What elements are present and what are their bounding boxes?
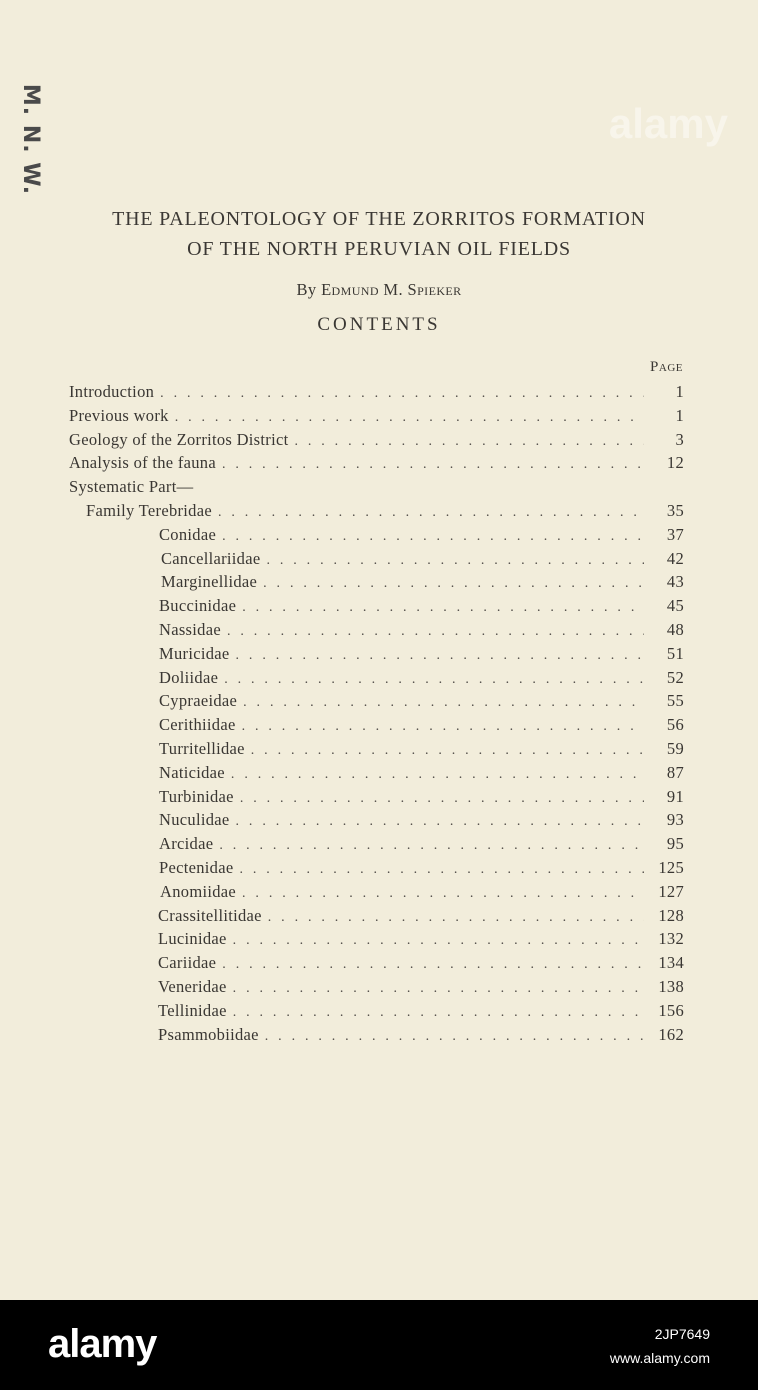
toc-entry-page: 138 <box>658 977 684 996</box>
toc-entry <box>159 666 684 690</box>
leader-dots <box>233 929 644 953</box>
leader-dots <box>242 715 644 739</box>
author-prefix: By <box>296 280 317 299</box>
toc-entry-label: Geology of the Zorritos District <box>69 430 289 449</box>
toc-entry <box>158 904 684 928</box>
contents-heading: CONTENTS <box>317 314 441 335</box>
stock-footer <box>0 1300 758 1390</box>
leader-dots <box>222 525 644 549</box>
toc-entry-label: Previous work <box>69 406 169 425</box>
toc-entry-label: Muricidae <box>159 644 230 663</box>
toc-entry-page: 12 <box>666 453 684 472</box>
toc-entry <box>86 499 684 523</box>
toc-entry <box>159 785 684 809</box>
leader-dots <box>251 739 644 763</box>
toc-entry-page: 3 <box>675 430 684 449</box>
toc-entry-label: Lucinidae <box>158 929 227 948</box>
leader-dots <box>236 644 644 668</box>
title-line-2: OF THE NORTH PERUVIAN OIL FIELDS <box>187 238 571 260</box>
toc-entry <box>158 927 684 951</box>
toc-entry-label: Veneridae <box>158 977 227 996</box>
leader-dots <box>227 620 644 644</box>
toc-entry-label: Family Terebridae <box>86 501 212 520</box>
toc-entry <box>158 951 684 975</box>
toc-entry-label: Cerithiidae <box>159 715 236 734</box>
toc-entry <box>159 808 684 832</box>
toc-entry <box>159 856 684 880</box>
image-code: 2JP7649 <box>654 1326 710 1342</box>
toc-entry-page: 48 <box>666 620 684 639</box>
toc-entry-page: 93 <box>666 810 684 829</box>
leader-dots <box>236 810 644 834</box>
author-name: Edmund M. Spieker <box>321 280 462 299</box>
toc-entry <box>161 570 684 594</box>
toc-entry-page: 55 <box>666 691 684 710</box>
toc-entry-page: 56 <box>666 715 684 734</box>
toc-entry-label: Cancellariidae <box>161 549 261 568</box>
toc-entry-page: 42 <box>666 549 684 568</box>
toc-entry-label: Cariidae <box>158 953 217 972</box>
toc-entry <box>69 404 684 428</box>
toc-entry-page: 128 <box>658 906 684 925</box>
toc-entry-label: Arcidae <box>159 834 214 853</box>
leader-dots <box>222 953 644 977</box>
toc-entry <box>158 1023 684 1047</box>
toc-entry-page: 35 <box>666 501 684 520</box>
toc-entry-page: 51 <box>666 644 684 663</box>
alamy-logo: alamy <box>48 1322 157 1366</box>
toc-entry-page: 125 <box>658 858 684 877</box>
footer-info <box>610 1322 710 1370</box>
toc-entry-label: Tellinidae <box>158 1001 227 1020</box>
toc-entry-page: 59 <box>666 739 684 758</box>
toc-entry-label: Turbinidae <box>159 787 234 806</box>
toc-entry <box>159 761 684 785</box>
toc-entry-page: 87 <box>666 763 684 782</box>
toc-entry-label: Nuculidae <box>159 810 230 829</box>
page-column-label: Page <box>650 359 683 375</box>
toc-entry-page: 43 <box>666 572 684 591</box>
leader-dots <box>231 763 644 787</box>
toc-entry-label: Cypraeidae <box>159 691 238 710</box>
toc-entry <box>158 999 684 1023</box>
toc-entry <box>159 618 684 642</box>
toc-entry-label: Analysis of the fauna <box>69 453 216 472</box>
leader-dots <box>222 453 644 477</box>
toc-entry-label: Pectenidae <box>159 858 234 877</box>
toc-entry-label: Nassidae <box>159 620 221 639</box>
leader-dots <box>219 834 644 858</box>
leader-dots <box>243 691 644 715</box>
toc-entry-page: 132 <box>658 929 684 948</box>
toc-entry <box>69 380 684 404</box>
title-line-1: THE PALEONTOLOGY OF THE ZORRITOS FORMATION <box>112 208 646 230</box>
toc-entry <box>69 451 684 475</box>
toc-entry <box>159 713 684 737</box>
watermark: alamy <box>608 100 728 147</box>
leader-dots <box>263 572 644 596</box>
author-line <box>0 280 758 300</box>
toc-entry-label: Anomiidae <box>160 882 237 901</box>
leader-dots <box>175 406 644 430</box>
toc-entry-page: 1 <box>675 406 684 425</box>
site-url[interactable]: www.alamy.com <box>609 1350 710 1366</box>
leader-dots <box>265 1025 644 1049</box>
toc-entry-label: Turritellidae <box>159 739 245 758</box>
toc-entry-page: 91 <box>666 787 684 806</box>
leader-dots <box>233 977 644 1001</box>
toc-entry-page: 95 <box>666 834 684 853</box>
toc-entry-page: 45 <box>666 596 684 615</box>
toc-entry-label: Doliidae <box>159 668 219 687</box>
leader-dots <box>160 382 644 406</box>
toc-entry <box>161 547 684 571</box>
toc-entry <box>159 523 684 547</box>
toc-entry-label: Conidae <box>159 525 217 544</box>
library-stamp <box>18 84 44 194</box>
leader-dots <box>242 882 644 906</box>
toc-entry-label: Marginellidae <box>161 572 258 591</box>
toc-entry <box>159 594 684 618</box>
toc-entry-label: Systematic Part— <box>69 477 194 496</box>
toc-entry-page: 134 <box>658 953 684 972</box>
toc-entry <box>160 880 684 904</box>
toc-entry-label: Crassitellitidae <box>158 906 262 925</box>
toc-entry <box>159 642 684 666</box>
toc-entry <box>159 737 684 761</box>
toc-entry <box>69 428 684 452</box>
toc-entry-page: 127 <box>658 882 684 901</box>
toc-entry-label: Introduction <box>69 382 155 401</box>
toc-entry <box>159 689 684 713</box>
toc-entry-page: 52 <box>666 668 684 687</box>
toc-entry <box>159 832 684 856</box>
library-stamp-text: M. N. W. <box>18 83 44 195</box>
toc-entry-page: 1 <box>675 382 684 401</box>
leader-dots <box>218 501 644 525</box>
toc-entry-page: 37 <box>666 525 684 544</box>
toc-entry <box>69 475 684 499</box>
toc-entry-label: Psammobiidae <box>158 1025 259 1044</box>
toc-entry-page: 162 <box>658 1025 684 1044</box>
leader-dots <box>233 1001 644 1025</box>
leader-dots <box>242 596 644 620</box>
toc-entry <box>158 975 684 999</box>
toc-entry-label: Buccinidae <box>159 596 237 615</box>
toc-entry-label: Naticidae <box>159 763 225 782</box>
toc-entry-page: 156 <box>658 1001 684 1020</box>
leader-dots <box>239 858 644 882</box>
